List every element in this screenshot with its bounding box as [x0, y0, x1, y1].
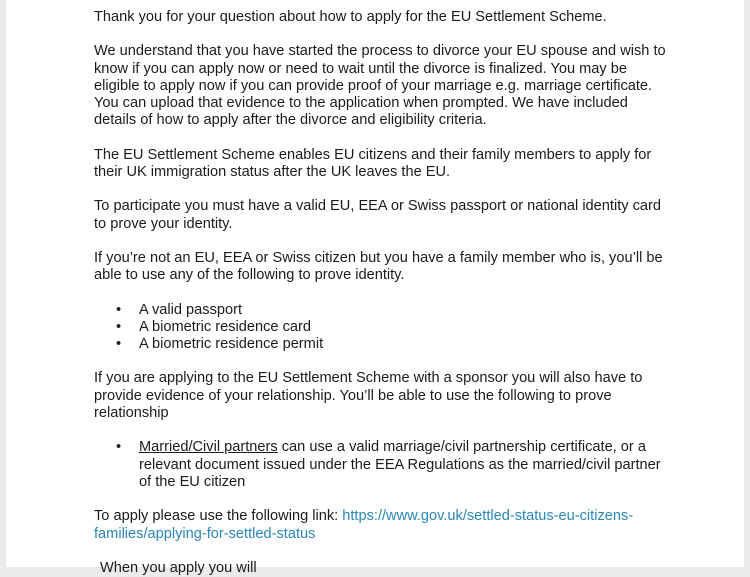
paragraph-scheme-description: The EU Settlement Scheme enables EU citizens and their family members to apply for their UK immigration status after the UK leaves the EU. [94, 146, 652, 181]
document-page [6, 0, 744, 576]
cut-off-text: When you apply you will [100, 560, 257, 576]
paragraph-identity-requirement: To participate you must have a valid EU, EEA or Swiss passport or national identity card to prove your identity. [94, 198, 662, 232]
relationship-list [94, 439, 674, 491]
paragraph-non-eu-family: If you’re not an EU, EEA or Swiss citizen but you have a family member who is, you’ll be able to use any of the following to prove identity. [94, 249, 663, 284]
list-item: • A valid passport [139, 302, 674, 319]
identity-docs-list [94, 302, 674, 354]
settled-status-link[interactable]: https://www.gov.uk/settled-status-eu-citizens-families/applying-for-settled-status [94, 508, 634, 542]
list-item [139, 439, 674, 491]
list-item: • A biometric residence card [139, 319, 674, 336]
married-civil-partners-label: Married/Civil partners [139, 439, 278, 456]
list-item: • A biometric residence permit [139, 336, 674, 353]
married-civil-partners-text: can use a valid marriage/civil partnership certificate, or a relevant document issued under the EEA Regulations as the married/civil partner of the EU citizen [139, 439, 661, 490]
paragraph-sponsor-evidence: If you are applying to the EU Settlement Scheme with a sponsor you will also have to provide evidence of your relationship. You’ll be able to use the following to prove relationship [94, 370, 643, 422]
apply-intro: To apply please use the following link: [94, 508, 343, 525]
letter-body [94, 9, 674, 560]
paragraph-greeting: Thank you for your question about how to apply for the EU Settlement Scheme. [94, 9, 607, 25]
paragraph-apply [94, 508, 674, 543]
paragraph-divorce-eligibility: We understand that you have started the process to divorce your EU spouse and wish to know if you can apply now or need to wait until the divorce is finalized. You may be eligible to apply now if you can provide proof of your marriage e.g. marriage certificate. You can upload that evidence to the application when prompted. We have included details of how to apply after the divorce and eligibility criteria. [94, 43, 666, 129]
